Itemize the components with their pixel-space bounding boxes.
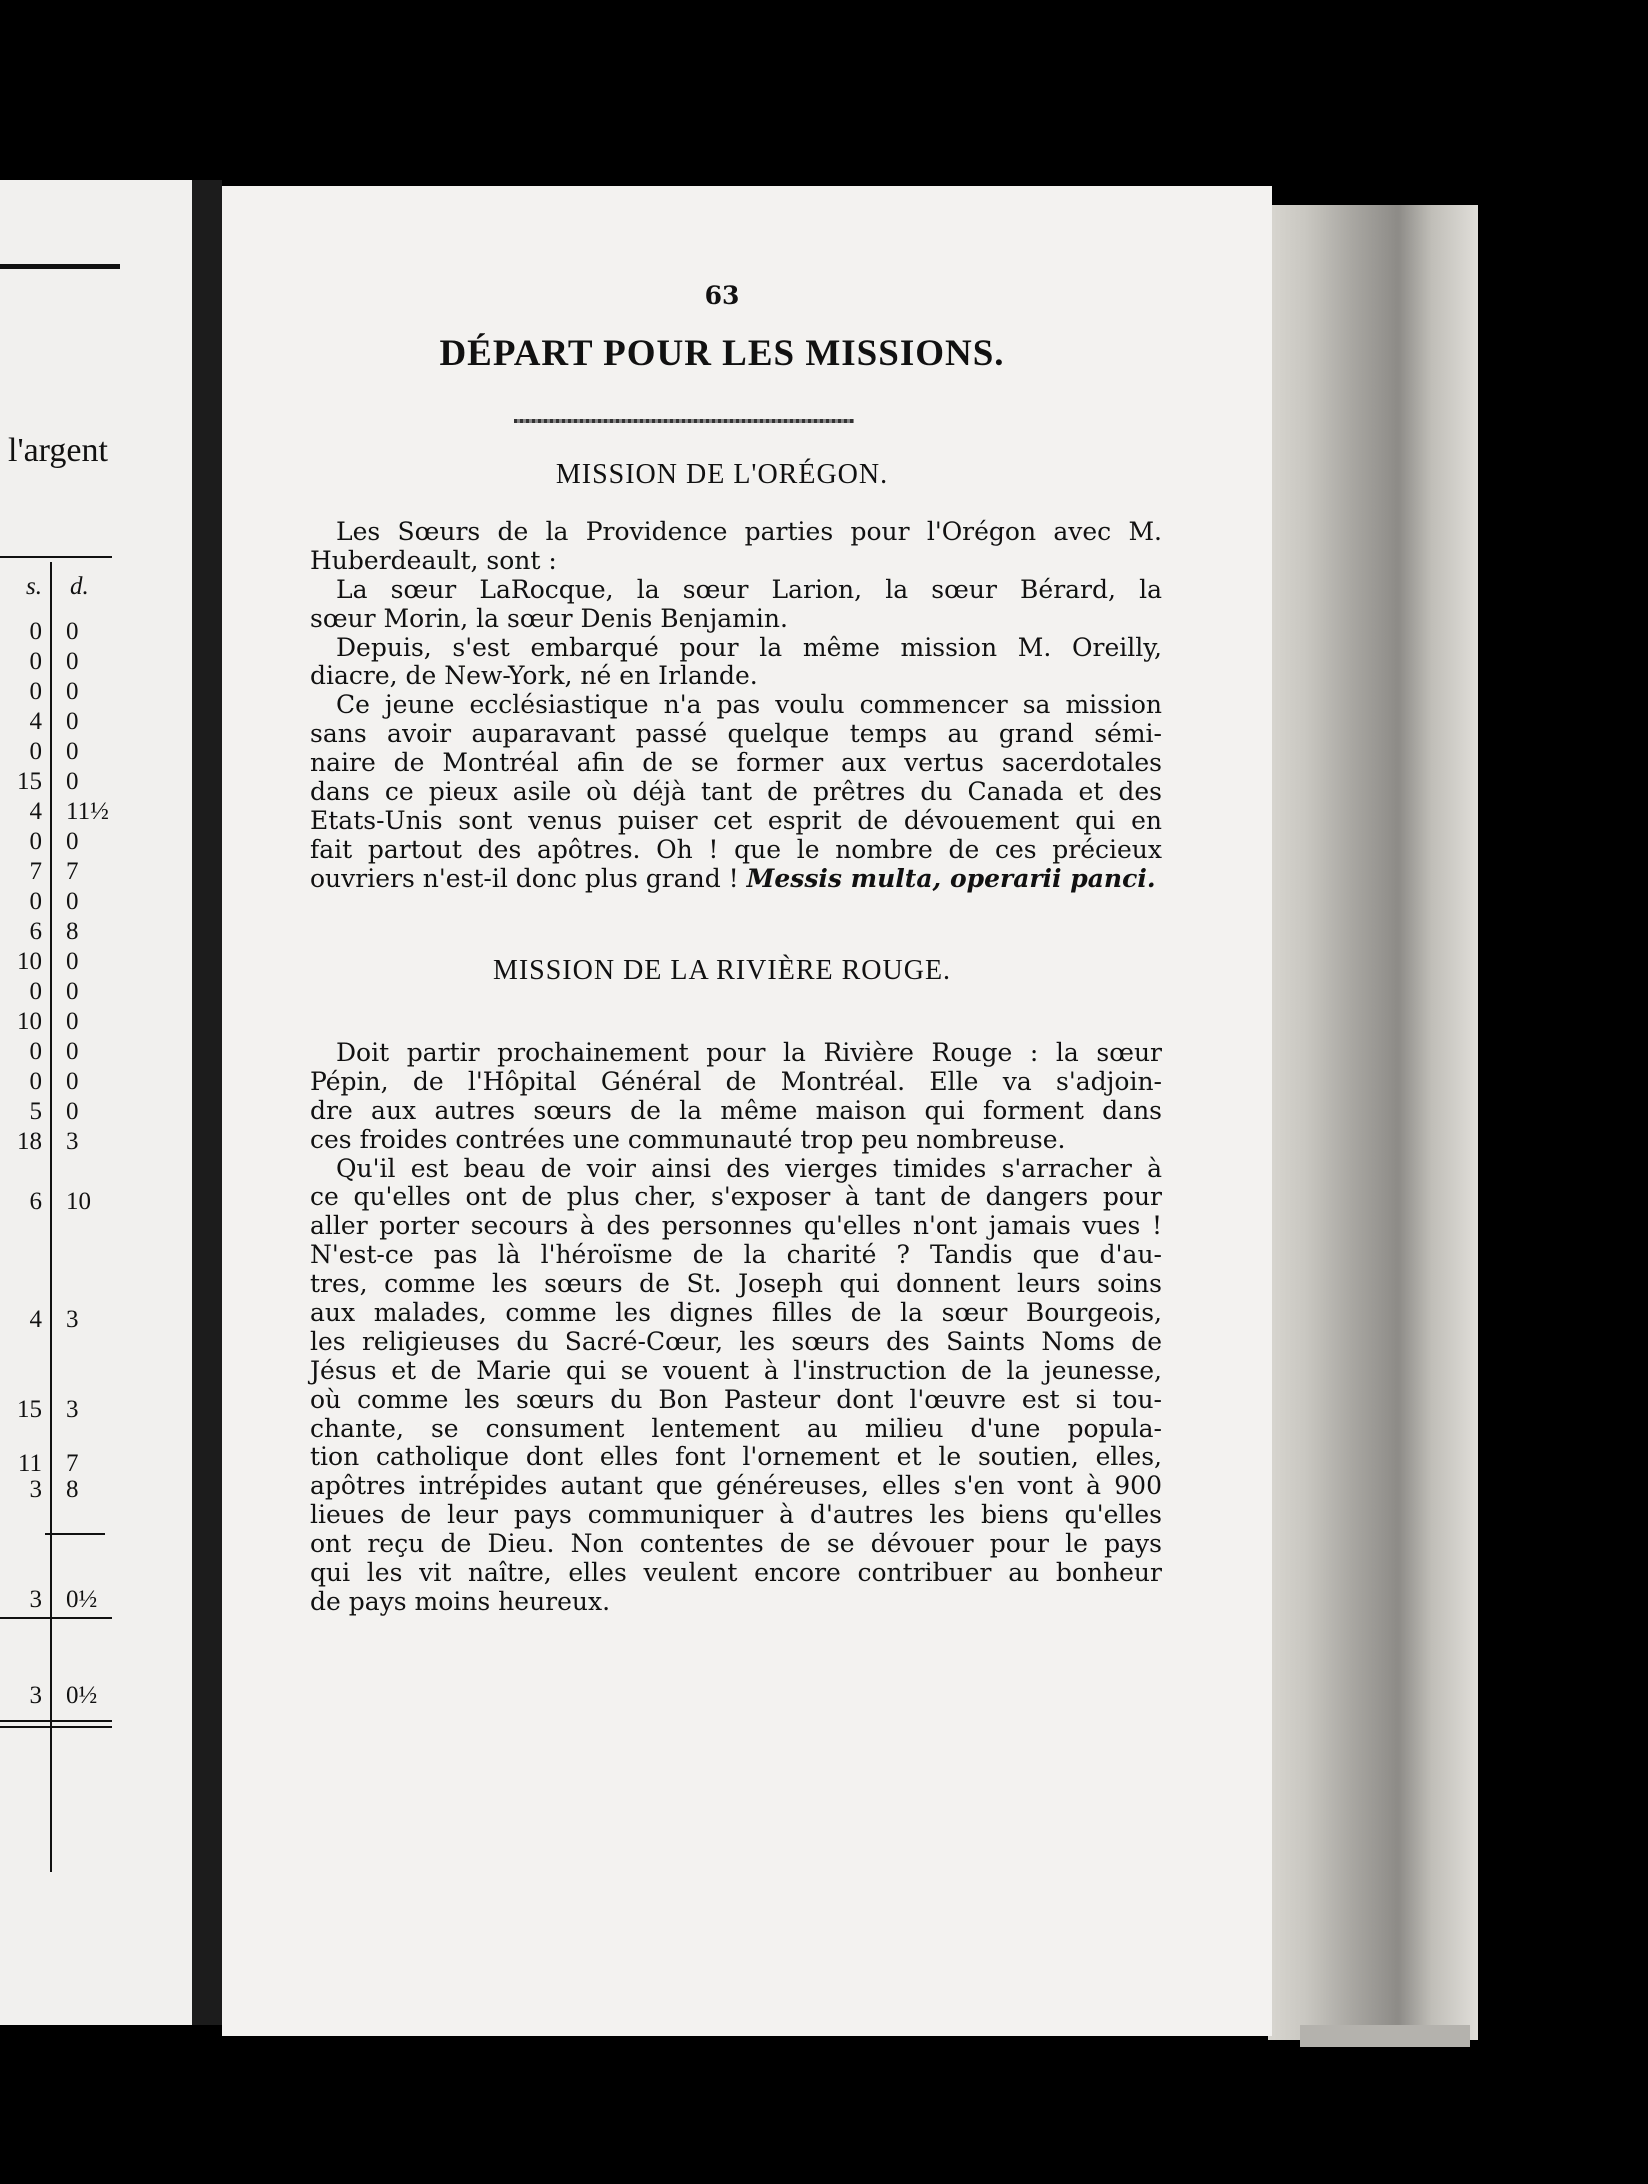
left-cell-d: 8 bbox=[66, 1476, 79, 1503]
left-cell-s: 3 bbox=[29, 1476, 42, 1503]
left-cell-s: 4 bbox=[29, 798, 42, 825]
book-page-edges bbox=[1268, 205, 1478, 2040]
left-cell-d: 3 bbox=[66, 1306, 79, 1333]
left-cell-d: 0 bbox=[66, 708, 79, 735]
left-cell-s: 0 bbox=[29, 828, 42, 855]
text-line: tres, comme les sœurs de St. Joseph qui donnent leurs soins bbox=[310, 1269, 1162, 1299]
left-cell-d: 10 bbox=[66, 1188, 91, 1215]
left-cell-s: 15 bbox=[17, 1396, 42, 1423]
book-page-edges-bottom bbox=[1300, 2025, 1470, 2047]
text-line: Huberdeault, sont : bbox=[310, 545, 557, 575]
left-cell-s: 6 bbox=[29, 1188, 42, 1215]
left-cell-d: 0 bbox=[66, 828, 79, 855]
left-cell-d: 0 bbox=[66, 978, 79, 1005]
oregon-paragraph-1 bbox=[310, 518, 1162, 894]
text-line: N'est-ce pas là l'héroïsme de la charité ? Tandis que d'au- bbox=[310, 1240, 1162, 1270]
left-cell-d: 8 bbox=[66, 918, 79, 945]
left-cell-d: 0 bbox=[66, 678, 79, 705]
book-gutter bbox=[192, 180, 222, 2025]
text-line: naire de Montréal afin de se former aux vertus sacerdotales bbox=[310, 748, 1162, 778]
left-cell-d: 0 bbox=[66, 948, 79, 975]
page-title: DÉPART POUR LES MISSIONS. bbox=[439, 333, 1005, 374]
left-col-s-header: s. bbox=[26, 573, 42, 600]
text-line: Depuis, s'est embarqué pour la même mission M. Oreilly, bbox=[336, 632, 1162, 662]
text-line: lieues de leur pays communiquer à d'autres les biens qu'elles bbox=[310, 1500, 1162, 1530]
riviere-rouge-paragraphs bbox=[310, 1039, 1162, 1617]
text-line: sans avoir auparavant passé quelque temps au grand sémi- bbox=[310, 719, 1162, 749]
text-line: Doit partir prochainement pour la Rivière Rouge : la sœur bbox=[336, 1038, 1162, 1067]
text-line: Les Sœurs de la Providence parties pour l'Orégon avec M. bbox=[336, 517, 1162, 546]
left-col-d-header: d. bbox=[70, 573, 89, 600]
left-page-fragment bbox=[0, 180, 195, 2025]
text-line: les religieuses du Sacré-Cœur, les sœurs des Saints Noms de bbox=[310, 1326, 1162, 1356]
left-cell-s: 0 bbox=[29, 678, 42, 705]
text-line: sœur Morin, la sœur Denis Benjamin. bbox=[310, 603, 788, 633]
text-line: ce qu'elles ont de plus cher, s'exposer à tant de dangers pour bbox=[310, 1182, 1162, 1212]
left-cell-d: 0½ bbox=[66, 1586, 98, 1613]
left-cell-s: 0 bbox=[29, 738, 42, 765]
left-cell-s: 0 bbox=[29, 648, 42, 675]
page-number: 63 bbox=[704, 281, 740, 310]
left-sum-rule-1 bbox=[45, 1533, 105, 1535]
left-cell-s: 3 bbox=[29, 1682, 42, 1709]
left-cell-d: 0 bbox=[66, 768, 79, 795]
left-cell-s: 11 bbox=[17, 1450, 42, 1477]
text-line: ces froides contrées une communauté trop peu nombreuse. bbox=[310, 1124, 1066, 1154]
left-cell-s: 10 bbox=[17, 1008, 42, 1035]
left-cell-s: 0 bbox=[29, 978, 42, 1005]
text-line: La sœur LaRocque, la sœur Larion, la sœur Bérard, la bbox=[336, 574, 1162, 604]
section-heading-oregon: MISSION DE L'ORÉGON. bbox=[555, 459, 889, 490]
text-line: aux malades, comme les dignes filles de la sœur Bourgeois, bbox=[310, 1298, 1162, 1328]
left-cell-s: 18 bbox=[17, 1128, 42, 1155]
left-cell-d: 7 bbox=[66, 1450, 79, 1477]
section-heading-riviere-rouge: MISSION DE LA RIVIÈRE ROUGE. bbox=[492, 955, 952, 986]
left-cell-d: 0 bbox=[66, 1038, 79, 1065]
text-line: ouvriers n'est-il donc plus grand ! bbox=[310, 863, 739, 893]
left-cell-d: 3 bbox=[66, 1396, 79, 1423]
text-line: ont reçu de Dieu. Non contentes de se dévouer pour le pays bbox=[310, 1529, 1162, 1559]
left-cell-s: 4 bbox=[29, 708, 42, 735]
title-ornamental-rule bbox=[514, 419, 854, 423]
text-line: dre aux autres sœurs de la même maison qui forment dans bbox=[310, 1095, 1162, 1125]
left-cell-d: 0 bbox=[66, 618, 79, 645]
text-line: de pays moins heureux. bbox=[310, 1586, 611, 1616]
text-line: apôtres intrépides autant que généreuses, elles s'en vont à 900 bbox=[310, 1471, 1162, 1501]
left-cell-d: 0 bbox=[66, 1098, 79, 1125]
left-cell-s: 10 bbox=[17, 948, 42, 975]
left-cell-d: 0 bbox=[66, 888, 79, 915]
left-cell-d: 0 bbox=[66, 648, 79, 675]
left-cell-s: 6 bbox=[29, 918, 42, 945]
left-argent-label: l'argent bbox=[8, 432, 108, 469]
left-cell-s: 0 bbox=[29, 1038, 42, 1065]
left-top-rule bbox=[0, 264, 120, 269]
left-cell-s: 0 bbox=[29, 888, 42, 915]
left-cell-s: 0 bbox=[29, 1068, 42, 1095]
left-cell-s: 3 bbox=[29, 1586, 42, 1613]
text-line: aller porter secours à des personnes qu'elles n'ont jamais vues ! bbox=[310, 1211, 1162, 1241]
text-line: où comme les sœurs du Bon Pasteur dont l'œuvre est si tou- bbox=[310, 1384, 1162, 1414]
left-cell-d: 0½ bbox=[66, 1682, 98, 1709]
left-total-rule-a bbox=[0, 1720, 112, 1722]
text-line: Jésus et de Marie qui se vouent à l'instruction de la jeunesse, bbox=[310, 1355, 1162, 1385]
text-line: dans ce pieux asile où déjà tant de prêtres du Canada et des bbox=[310, 777, 1162, 807]
text-line: chante, se consument lentement au milieu d'une popula- bbox=[310, 1413, 1162, 1443]
text-line: Pépin, de l'Hôpital Général de Montréal. Elle va s'adjoin- bbox=[310, 1066, 1162, 1096]
left-cell-d: 3 bbox=[66, 1128, 79, 1155]
text-line: fait partout des apôtres. Oh ! que le nombre de ces précieux bbox=[310, 834, 1162, 864]
text-line: Etats-Unis sont venus puiser cet esprit de dévouement qui en bbox=[310, 805, 1162, 835]
left-sum-rule-2 bbox=[0, 1617, 112, 1619]
text-line-with-latin bbox=[310, 865, 1162, 894]
left-cell-d: 11½ bbox=[66, 798, 109, 825]
left-cell-d: 7 bbox=[66, 858, 79, 885]
text-line: qui les vit naître, elles veulent encore contribuer au bonheur bbox=[310, 1558, 1162, 1588]
latin-quote: Messis multa, operarii panci. bbox=[746, 863, 1156, 893]
text-line: tion catholique dont elles font l'ornement et le soutien, elles, bbox=[310, 1442, 1162, 1472]
left-table-top-rule bbox=[0, 556, 112, 558]
left-cell-s: 5 bbox=[29, 1098, 42, 1125]
text-line: diacre, de New-York, né en Irlande. bbox=[310, 661, 758, 691]
left-cell-d: 0 bbox=[66, 1068, 79, 1095]
left-total-rule-b bbox=[0, 1726, 112, 1728]
text-line: Qu'il est beau de voir ainsi des vierges timides s'arracher à bbox=[336, 1153, 1162, 1183]
left-cell-s: 4 bbox=[29, 1306, 42, 1333]
text-line: Ce jeune ecclésiastique n'a pas voulu commencer sa mission bbox=[336, 690, 1162, 720]
left-column-rule bbox=[50, 562, 52, 1872]
main-page bbox=[222, 186, 1272, 2036]
left-cell-s: 15 bbox=[17, 768, 42, 795]
left-cell-s: 7 bbox=[29, 858, 42, 885]
left-cell-d: 0 bbox=[66, 1008, 79, 1035]
left-cell-d: 0 bbox=[66, 738, 79, 765]
left-cell-s: 0 bbox=[29, 618, 42, 645]
